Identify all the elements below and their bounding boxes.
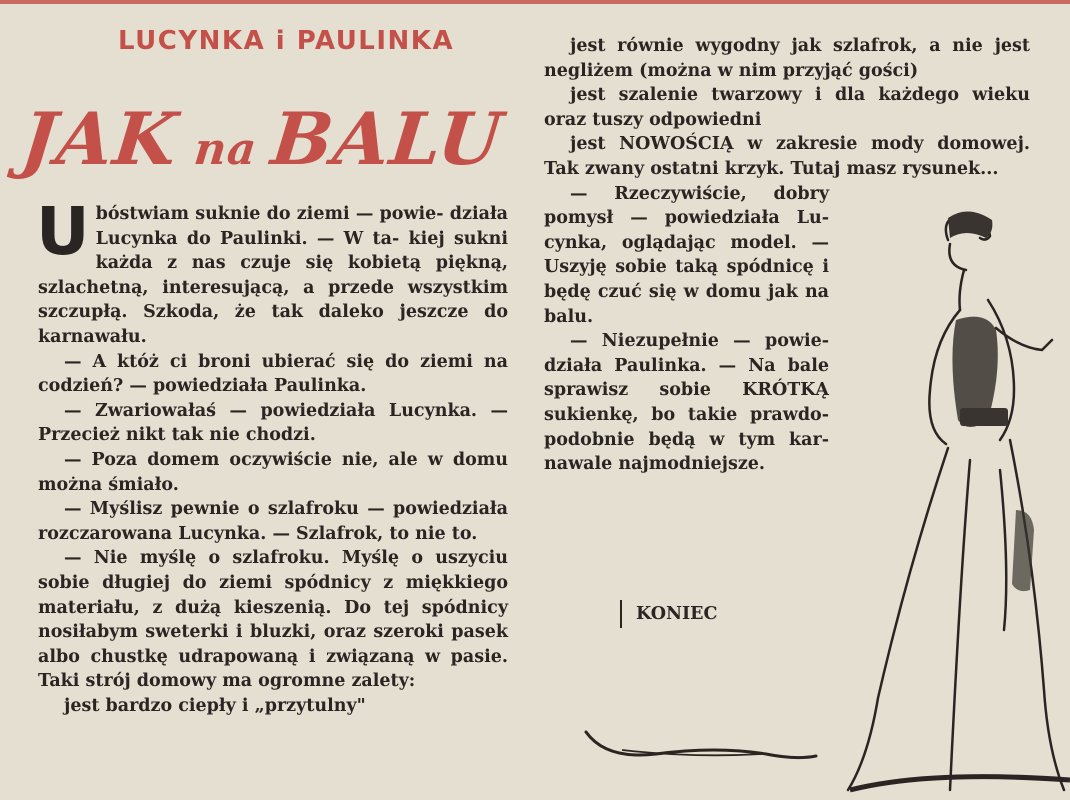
text-line: Tutaj masz rysunek... bbox=[790, 158, 999, 179]
text-line: oraz tuszy odpowiedni bbox=[544, 109, 762, 130]
text-line: Taki strój domowy ma ogromne zalety: bbox=[38, 671, 416, 692]
text-line: jest NOWOŚCIĄ w zakresie mody domowej. bbox=[570, 134, 1030, 155]
paragraph-7 bbox=[38, 694, 508, 719]
text-line: sobie długiej do ziemi spódnicy z miękkiego bbox=[38, 572, 508, 593]
text-line: jeszcze do karnawału. bbox=[38, 302, 509, 347]
text-line: piękną, szlachetną, interesującą, a przede bbox=[38, 253, 509, 298]
text-line: Tak zwany ostatni krzyk. bbox=[544, 158, 785, 179]
text-line: na balu. bbox=[544, 281, 830, 327]
text-line: — Nie myślę o szlafroku. Myślę o uszyciu bbox=[64, 548, 508, 569]
text-line: jest równie wygodny jak szlafrok, a nie jest bbox=[570, 36, 1030, 56]
paragraph-r4 bbox=[544, 182, 829, 330]
drop-cap: U bbox=[36, 193, 90, 270]
text-line: — Poza domem oczywiście nie, ale w domu bbox=[64, 449, 508, 470]
paragraph-r2 bbox=[544, 83, 1030, 132]
left-column bbox=[36, 193, 509, 718]
text-line: sukienkę, bo takie prawdo- bbox=[544, 404, 829, 425]
text-line: bóstwiam suknie do ziemi — powie- bbox=[95, 204, 444, 224]
text-line: albo chustkę udrapowaną i związaną w pasie. bbox=[38, 646, 508, 667]
text-line: materiału, z dużą kieszenią. Do tej spódnicy bbox=[38, 597, 508, 618]
text-line: nawale najmodniejsze. bbox=[544, 454, 766, 475]
title-word-jak: JAK bbox=[17, 96, 182, 181]
paragraph-4 bbox=[38, 448, 508, 497]
article-title bbox=[18, 96, 507, 181]
text-line: — Niezupełnie — powie- bbox=[570, 331, 829, 352]
text-line: podobnie będą w tym kar- bbox=[544, 429, 829, 450]
title-word-balu: BALU bbox=[267, 96, 507, 181]
text-line: negliżem (można w nim przyjąć gości) bbox=[544, 60, 919, 81]
text-line: kiej sukni każda z nas czuje się kobietą bbox=[95, 228, 509, 274]
title-word-na: na bbox=[191, 124, 260, 175]
text-line: — A któż ci broni ubierać się do ziemi na bbox=[64, 351, 508, 372]
top-rule bbox=[0, 0, 1070, 4]
paragraph-1 bbox=[36, 193, 509, 350]
paragraph-r5 bbox=[544, 329, 829, 477]
paragraph-3 bbox=[38, 399, 508, 448]
text-line: rozczarowana Lucynka. — Szlafrok, to nie to. bbox=[38, 523, 478, 544]
text-line: — Myślisz pewnie o szlafroku — powiedziała bbox=[64, 499, 508, 520]
text-line: działa Paulinka. — Na bale bbox=[544, 355, 829, 376]
text-line: można śmiało. bbox=[38, 474, 179, 495]
paragraph-6 bbox=[38, 546, 508, 694]
text-line: cynka, oglądając model. — bbox=[544, 232, 829, 253]
woman-in-long-skirt-illustration bbox=[820, 200, 1070, 800]
text-line: sprawisz sobie KRÓTKĄ bbox=[544, 380, 829, 401]
text-line: jest szalenie twarzowy i dla każdego wieku bbox=[570, 85, 1030, 106]
text-line: — Zwariowałaś — powiedziała Lucynka. — bbox=[64, 400, 508, 421]
end-signature: KONIEC bbox=[620, 600, 717, 628]
text-line: Uszyję sobie taką spódnicę bbox=[544, 257, 814, 278]
text-line: działa Lucynka do Paulinki. — W ta- bbox=[95, 204, 509, 249]
text-line: wszystkim szczupłą. Szkoda, że tak daleko bbox=[38, 277, 509, 323]
paragraph-r1 bbox=[544, 34, 1030, 83]
paragraph-r3 bbox=[544, 132, 1030, 181]
decorative-flourish bbox=[582, 720, 832, 770]
paragraph-2 bbox=[38, 350, 508, 399]
text-line: pomysł — powiedziała Lu- bbox=[544, 208, 829, 229]
paragraph-5 bbox=[38, 497, 508, 546]
text-line: codzień? — powiedziała Paulinka. bbox=[38, 376, 367, 397]
text-line: i będę czuć się w domu jak bbox=[544, 257, 829, 302]
text-line: — Rzeczywiście, dobry bbox=[570, 183, 829, 204]
text-line: jest bardzo ciepły i „przytulny" bbox=[64, 695, 366, 716]
series-title: LUCYNKA i PAULINKA bbox=[118, 26, 455, 56]
text-line: Przecież nikt tak nie chodzi. bbox=[38, 425, 316, 446]
text-line: nosiłabym sweterki i bluzki, oraz szeroki pasek bbox=[38, 622, 508, 643]
